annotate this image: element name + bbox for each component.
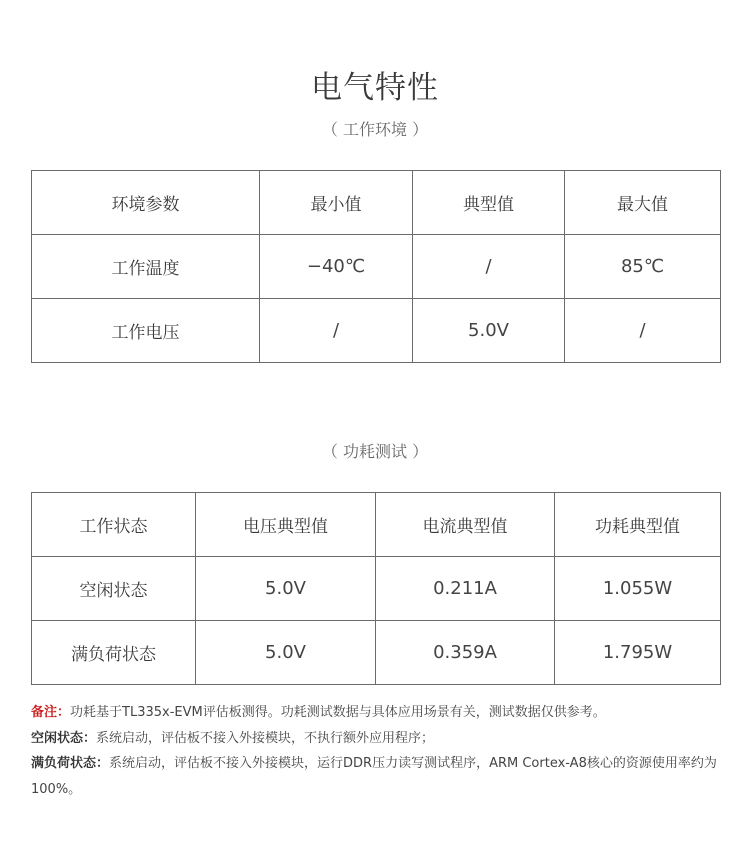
table-cell: 工作电压 (32, 299, 260, 363)
table-cell: 1.055W (555, 557, 721, 621)
table-cell: / (260, 299, 413, 363)
header-cell: 功耗典型值 (555, 493, 721, 557)
full-load-note (31, 751, 721, 802)
header-cell: 典型值 (413, 171, 565, 235)
table-cell: 0.359A (376, 621, 555, 685)
table-cell: 空闲状态 (32, 557, 196, 621)
table-header-row (32, 171, 721, 235)
table-cell: 85℃ (565, 235, 721, 299)
power-table (31, 492, 721, 685)
environment-subtitle: （ 工作环境 ） (321, 120, 429, 139)
full-load-text: 系统启动，评估板不接入外接模块，运行DDR压力读写测试程序，ARM Cortex-A8核心的资源使用率约为100%。 (31, 756, 717, 797)
table-cell: 工作温度 (32, 235, 260, 299)
remark-text: 功耗基于TL335x-EVM评估板测得。功耗测试数据与具体应用场景有关，测试数据仅供参考。 (70, 705, 606, 720)
table-header-row (32, 493, 721, 557)
header-cell: 工作状态 (32, 493, 196, 557)
idle-label: 空闲状态： (31, 730, 97, 746)
table-cell: 满负荷状态 (32, 621, 196, 685)
table-cell: 5.0V (413, 299, 565, 363)
table-cell: 5.0V (196, 557, 376, 621)
table-cell: 1.795W (555, 621, 721, 685)
table-cell: 0.211A (376, 557, 555, 621)
table-row (32, 621, 721, 685)
header-cell: 电压典型值 (196, 493, 376, 557)
header-cell: 最大值 (565, 171, 721, 235)
full-load-label: 满负荷状态： (31, 756, 110, 771)
table-cell: −40℃ (260, 235, 413, 299)
header-cell: 最小值 (260, 171, 413, 235)
table-cell: 5.0V (196, 621, 376, 685)
power-subtitle: （ 功耗测试 ） (321, 442, 429, 461)
header-cell: 电流典型值 (376, 493, 555, 557)
notes-section (31, 700, 721, 802)
table-row (32, 235, 721, 299)
table-row (32, 299, 721, 363)
page-title: 电气特性 (311, 70, 439, 106)
table-cell: / (565, 299, 721, 363)
table-cell: / (413, 235, 565, 299)
header-cell: 环境参数 (32, 171, 260, 235)
idle-note (31, 726, 721, 752)
idle-text: 系统启动，评估板不接入外接模块，不执行额外应用程序； (96, 730, 435, 746)
environment-table (31, 170, 721, 363)
remark-label: 备注： (31, 705, 71, 720)
table-row (32, 557, 721, 621)
remark-note (31, 700, 721, 726)
